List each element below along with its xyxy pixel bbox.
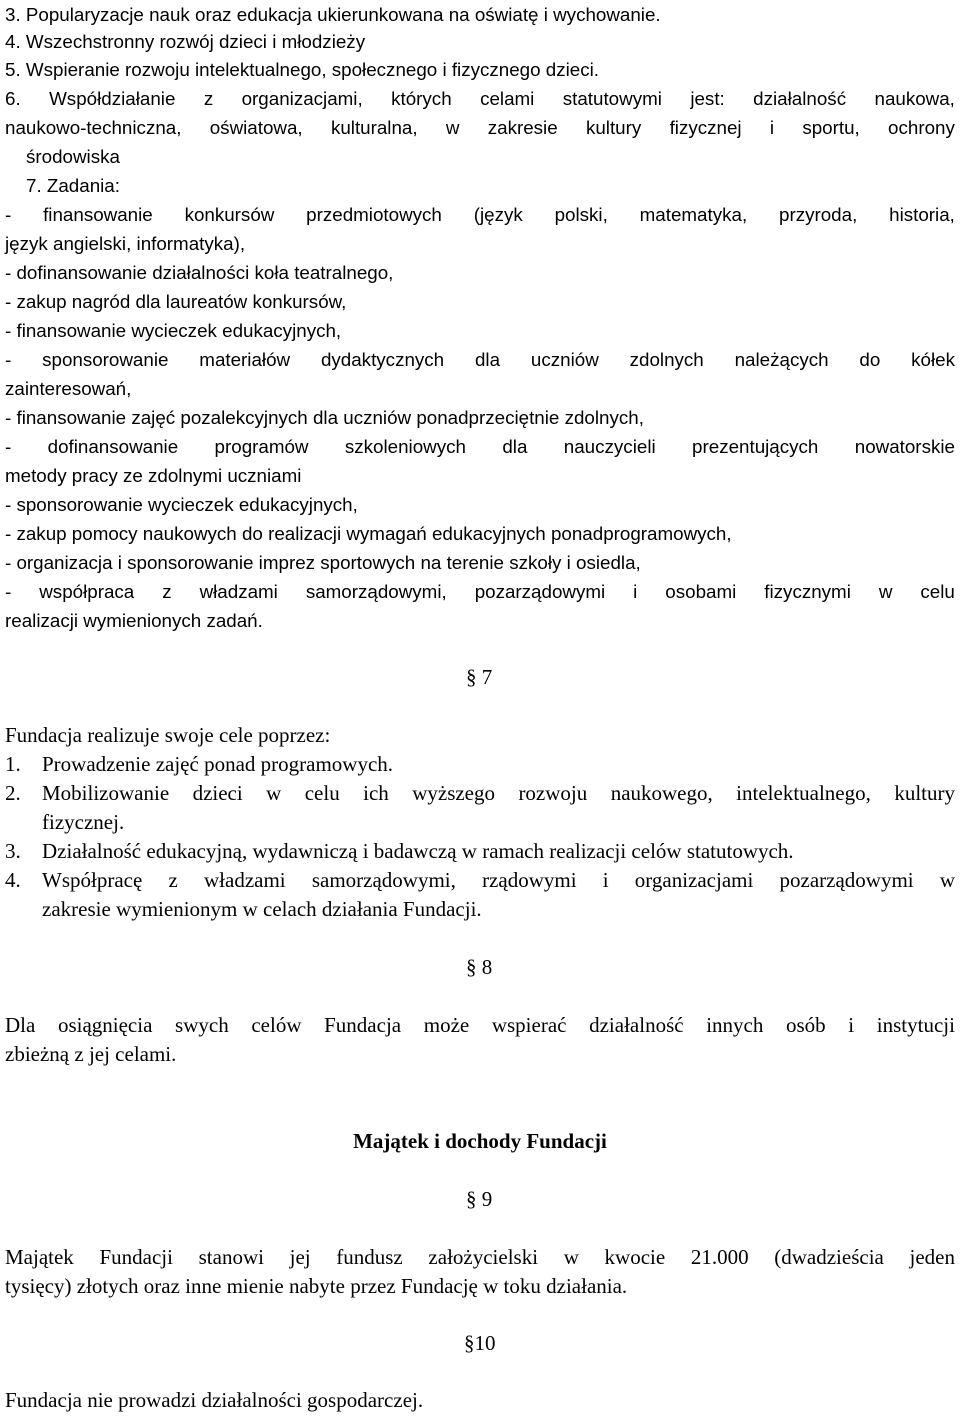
task-5-line2: zainteresowań, [5,378,132,399]
section-7-mark: § 7 [466,665,493,689]
section-7-item-2-text-word: intelektualnego, [736,781,871,805]
task-1-text-word: finansowanie [43,204,153,225]
goal-item-6-text-2-word: w [445,117,460,138]
section-9-text-word: w [563,1245,579,1269]
section-8-text-word: działalność [589,1013,684,1037]
section-7-item-2-text-word: Mobilizowanie [42,781,170,805]
task-5-text-word: do [859,349,881,370]
section-9-line2: tysięcy) złotych oraz inne mienie nabyte przez Fundację w toku działania. [5,1274,628,1298]
task-5-text-word: zdolnych [629,349,704,370]
goal-item-6-line1 [5,84,955,113]
goal-item-6-text-2-word: ochrony [888,117,955,138]
section-7-item-2-text-word: naukowego, [610,781,713,805]
section-7-item-2-text-word: celu [304,781,340,805]
task-5-text-word: sponsorowanie [42,349,169,370]
section-7-item-4-text-word: Współpracę [42,868,143,892]
section-7-item-2-text-word: w [266,781,282,805]
goal-item-6-text-2-word: naukowo-techniczna, [5,117,182,138]
task-4: - finansowanie wycieczek edukacyjnych, [5,320,342,341]
section-8-text-word: instytucji [876,1013,955,1037]
task-11-text-word: celu [920,581,955,602]
task-3: - zakup nagród dla laureatów konkursów, [5,291,347,312]
task-11-text-word: osobami [665,581,737,602]
task-7-text-word: nowatorskie [854,436,955,457]
goal-item-6-text-2-word: kultury [585,117,642,138]
task-11-text-word: współpraca [39,581,135,602]
task-5-text-word: materiałów [199,349,291,370]
task-5-text-word: dydaktycznych [320,349,445,370]
section-7-item-2-num: 2. [5,781,21,805]
section-9-text-word: kwocie [604,1245,666,1269]
task-11-line2: realizacji wymienionych zadań. [5,610,263,631]
section-10-line1: Fundacja nie prowadzi działalności gospodarczej. [5,1388,424,1412]
section-9-text-word: stanowi [198,1245,264,1269]
task-7-text-word: prezentujących [692,436,819,457]
goal-item-6-text-word: organizacjami, [241,88,363,109]
section-8-text-word: i [848,1013,855,1037]
task-5-text-word: - [5,349,12,370]
task-7-line1 [5,432,955,461]
section-7-item-2-line2: fizycznej. [42,810,125,834]
task-1-line1 [5,200,955,229]
task-5-text-word: dla [474,349,501,370]
goal-item-6-line3: środowiska [26,146,120,167]
section-9-line1 [5,1243,955,1272]
section-8-line2: zbieżną z jej celami. [5,1042,177,1066]
section-7-item-2-text-word: rozwoju [518,781,588,805]
task-7-text-word: szkoleniowych [344,436,466,457]
section-7-item-4-line1 [42,866,955,895]
section-7-item-4-line2: zakresie wymienionym w celach działania Fundacji. [42,897,482,921]
task-1-text-word: konkursów [184,204,275,225]
section-9-text-word: jej [289,1245,311,1269]
task-1-text-word: (język [473,204,523,225]
task-11-text-word: - [5,581,12,602]
section-9-text-word: Fundacji [99,1245,173,1269]
task-1-text-word: przedmiotowych [306,204,442,225]
task-9: - zakup pomocy naukowych do realizacji wymagań edukacyjnych ponadprogramowych, [5,523,732,544]
goal-item-6-text-word: Współdziałanie [49,88,176,109]
task-11-text-word: w [878,581,893,602]
goal-item-6-text-word: jest: [690,88,725,109]
section-7-item-4-text-word: pozarządowymi [779,868,914,892]
task-7-line2: metody pracy ze zdolnymi uczniami [5,465,302,486]
section-7-item-2-text-word: kultury [894,781,955,805]
task-5-text-word: kółek [911,349,955,370]
section-7-item-3-num: 3. [5,839,21,863]
section-8-mark: § 8 [466,955,493,979]
task-1-text-word: polski, [554,204,608,225]
task-7-text-word: dla [502,436,528,457]
section-7-item-4-text-word: z [168,868,178,892]
task-2: - dofinansowanie działalności koła teatralnego, [5,262,394,283]
task-1-text-word: matematyka, [639,204,748,225]
goal-item-6-text-word: naukowa, [874,88,955,109]
section-7-item-2-line1 [42,779,955,808]
goal-item-6-text-word: statutowymi [562,88,662,109]
section-8-text-word: swych [175,1013,229,1037]
goal-item-6-text-word: których [391,88,452,109]
task-11-text-word: samorządowymi, [305,581,447,602]
section-7-item-2-text-word: dzieci [192,781,243,805]
task-1-text-word: przyroda, [779,204,858,225]
task-1-line2: język angielski, informatyka), [5,233,246,254]
section-7-item-4-text-word: organizacjami [634,868,754,892]
task-6: - finansowanie zajęć pozalekcyjnych dla uczniów ponadprzeciętnie zdolnych, [5,407,644,428]
task-10: - organizacja i sponsorowanie imprez sportowych na terenie szkoły i osiedla, [5,552,641,573]
section-9-text-word: jeden [909,1245,955,1269]
section-9-text-word: założycielski [428,1245,539,1269]
task-7-text-word: nauczycieli [563,436,656,457]
section-7-item-2-text-word: wyższego [412,781,496,805]
task-1-text-word: - [5,204,12,225]
section-8-text-word: osiągnięcia [57,1013,153,1037]
task-7-text-word: dofinansowanie [47,436,179,457]
section-7-item-1-num: 1. [5,752,21,776]
section-7-item-4-text-word: i [602,868,609,892]
goal-item-6-line2 [5,113,955,142]
section-7-item-4-num: 4. [5,868,21,892]
section-7-item-4-text-word: samorządowymi, [311,868,456,892]
goal-item-6-text-word: celami [480,88,535,109]
task-1-text-word: historia, [889,204,955,225]
section-7-intro: Fundacja realizuje swoje cele poprzez: [5,723,331,747]
section-7-item-3: Działalność edukacyjną, wydawniczą i badawczą w ramach realizacji celów statutowych. [42,839,794,863]
section-8-line1 [5,1011,955,1040]
goal-item-6-text-2-word: sportu, [802,117,860,138]
goal-item-6-text-word: działalność [753,88,847,109]
goal-item-7: 7. Zadania: [26,175,120,196]
task-11-line1 [5,577,955,606]
section-8-text-word: celów [251,1013,302,1037]
section-7-item-4-text-word: władzami [204,868,286,892]
section-8-text-word: wspierać [491,1013,567,1037]
task-5-text-word: należących [734,349,829,370]
section-8-text-word: Dla [5,1013,36,1037]
task-11-text-word: pozarządowymi [474,581,606,602]
task-7-text-word: programów [214,436,309,457]
section-7-item-1: Prowadzenie zajęć ponad programowych. [42,752,394,776]
goal-item-4: 4. Wszechstronny rozwój dzieci i młodzieży [5,31,366,52]
section-9-mark: § 9 [466,1187,493,1211]
task-7-text-word: - [5,436,12,457]
goal-item-6-text-word: 6. [5,88,21,109]
section-9-text-word: fundusz [336,1245,403,1269]
goal-item-6-text-2-word: zakresie [487,117,558,138]
section-9-text-word: (dwadzieścia [774,1245,884,1269]
task-5-text-word: uczniów [530,349,599,370]
goal-item-6-text-2-word: fizycznej [669,117,742,138]
task-11-text-word: fizycznymi [764,581,851,602]
goal-item-3: 3. Popularyzacje nauk oraz edukacja ukierunkowana na oświatę i wychowanie. [5,4,661,25]
section-9-text-word: 21.000 [690,1245,749,1269]
section-8-text-word: może [423,1013,470,1037]
section-7-item-4-text-word: rządowymi [482,868,577,892]
section-10-mark: §10 [464,1331,496,1355]
section-8-text-word: osób [785,1013,826,1037]
section-8-text-word: Fundacja [324,1013,402,1037]
task-11-text-word: i [633,581,638,602]
goal-item-6-text-word: z [203,88,214,109]
section-7-item-4-text-word: w [939,868,955,892]
section-9-text-word: Majątek [5,1245,74,1269]
goal-item-6-text-2-word: oświatowa, [209,117,303,138]
task-11-text-word: z [162,581,172,602]
goal-item-5: 5. Wspieranie rozwoju intelektualnego, społecznego i fizycznego dzieci. [5,59,600,80]
goal-item-6-text-2-word: kulturalna, [330,117,418,138]
section-7-item-2-text-word: ich [363,781,389,805]
section-8-text-word: innych [706,1013,764,1037]
task-11-text-word: władzami [199,581,278,602]
task-8: - sponsorowanie wycieczek edukacyjnych, [5,494,358,515]
goal-item-6-text-2-word: i [769,117,775,138]
task-5-line1 [5,345,955,374]
section-heading: Majątek i dochody Fundacji [353,1129,607,1153]
